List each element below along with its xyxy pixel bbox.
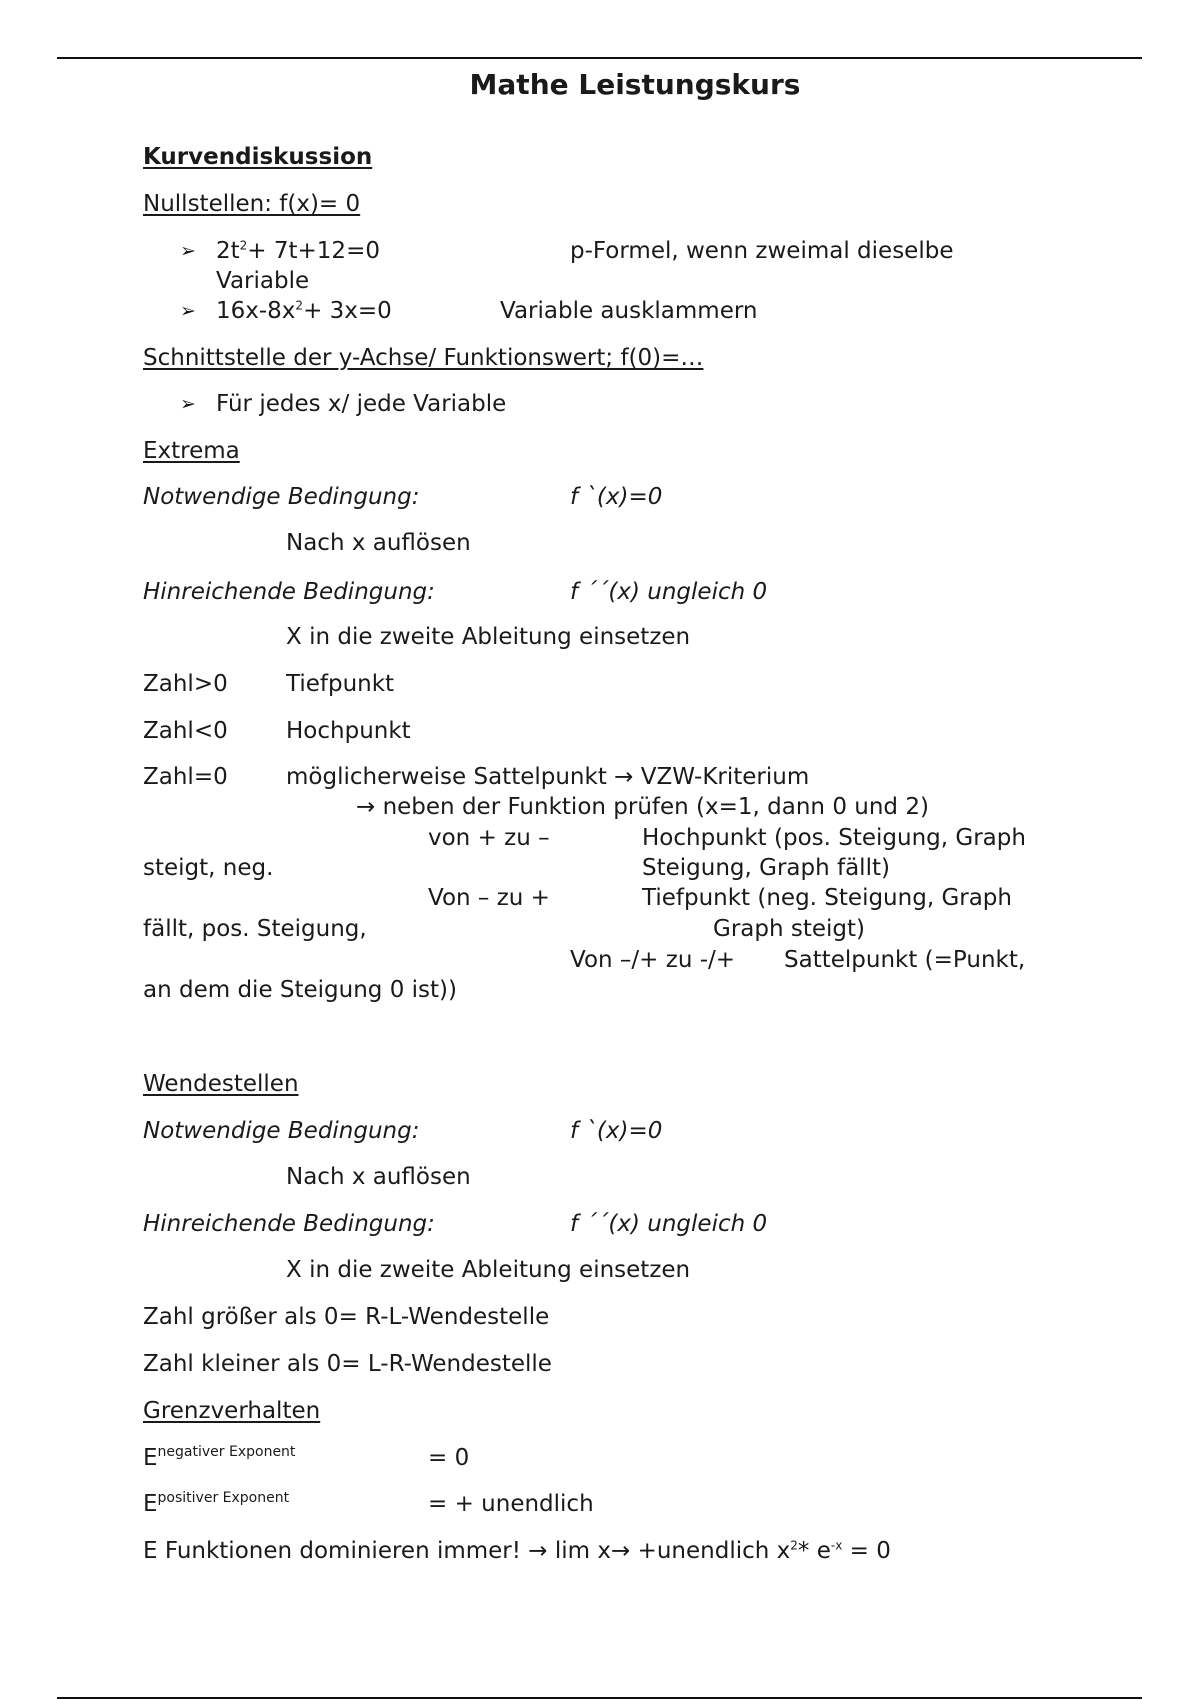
vzw-wrap-b: fällt, pos. Steigung, [143,916,367,942]
vzw-result-b-cont: Graph steigt) [713,916,865,942]
bottom-rule [57,1697,1142,1699]
wende-hinreichend-step: X in die zweite Ableitung einsetzen [286,1257,691,1283]
nullstellen-note-1-cont: Variable [216,268,310,294]
vzw-sign-a: von + zu – [428,825,550,851]
vzw-sign-c: Von –/+ zu -/+ [570,947,736,973]
nullstellen-note-1: p-Formel, wenn zweimal dieselbe [570,238,954,264]
heading-extrema: Extrema [143,438,240,464]
wende-hinreichend-formula: f ´´(x) ungleich 0 [570,1211,768,1237]
grenz-value: = 0 [428,1445,470,1471]
vzw-result-a: Hochpunkt (pos. Steigung, Graph [642,825,1026,851]
extrema-hinreichend-formula: f ´´(x) ungleich 0 [570,579,768,605]
wende-notwendig-formula: f `(x)=0 [570,1118,663,1144]
vzw-wrap-a: steigt, neg. [143,855,274,881]
nullstellen-note-2: Variable ausklammern [500,298,758,324]
heading-grenzverhalten: Grenzverhalten [143,1398,321,1424]
extrema-notwendig-step: Nach x auflösen [286,530,471,556]
extrema-hinreichend-label: Hinreichende Bedingung: [143,579,435,605]
bullet-icon: ➢ [180,393,196,415]
extrema-case-condition: Zahl=0 [143,764,228,790]
page-title: Mathe Leistungskurs [469,68,801,101]
vzw-result-a-cont: Steigung, Graph fällt) [642,855,890,881]
extrema-case-result: Hochpunkt [286,718,411,744]
vzw-sign-b: Von – zu + [428,885,550,911]
extrema-case-condition: Zahl>0 [143,671,228,697]
wende-result: Zahl kleiner als 0= L-R-Wendestelle [143,1351,552,1377]
extrema-notwendig-label: Notwendige Bedingung: [143,484,420,510]
extrema-notwendig-formula: f `(x)=0 [570,484,663,510]
wende-hinreichend-label: Hinreichende Bedingung: [143,1211,435,1237]
heading-wendestellen: Wendestellen [143,1071,299,1097]
heading-schnittstelle: Schnittstelle der y-Achse/ Funktionswert; f(0)=… [143,345,704,371]
extrema-case-result: Tiefpunkt [286,671,395,697]
extrema-case-result: möglicherweise Sattelpunkt → VZW-Kriterium [286,764,810,790]
wende-result: Zahl größer als 0= R-L-Wendestelle [143,1304,550,1330]
extrema-hinreichend-step: X in die zweite Ableitung einsetzen [286,624,691,650]
wende-notwendig-step: Nach x auflösen [286,1164,471,1190]
section-heading-kurvendiskussion: Kurvendiskussion [143,144,373,170]
bullet-icon: ➢ [180,240,196,262]
extrema-case-condition: Zahl<0 [143,718,228,744]
wende-notwendig-label: Notwendige Bedingung: [143,1118,420,1144]
schnittstelle-item: Für jedes x/ jede Variable [216,391,507,417]
nullstellen-equation-2: $16x-8x^2+ 3x=0$ [216,298,392,324]
top-rule [57,57,1142,59]
grenz-expression: $E^{negativer Exponent}$ [143,1444,296,1471]
bullet-icon: ➢ [180,300,196,322]
nullstellen-equation-1: $2t^2+ 7t+12=0$ [216,238,380,264]
vzw-line: → neben der Funktion prüfen (x=1, dann 0 und 2) [356,794,929,820]
heading-nullstellen: Nullstellen: f(x)= 0 [143,191,361,217]
vzw-result-b: Tiefpunkt (neg. Steigung, Graph [642,885,1012,911]
grenz-expression: $E^{positiver Exponent}$ [143,1490,290,1517]
vzw-wrap-c: an dem die Steigung 0 ist)) [143,977,458,1003]
vzw-result-c: Sattelpunkt (=Punkt, [784,947,1026,973]
grenz-value: = + unendlich [428,1491,594,1517]
grenz-final-statement: E Funktionen dominieren immer! → lim x→ +unendlich $x^2*$ $e^{-x} = 0$ [143,1538,891,1564]
